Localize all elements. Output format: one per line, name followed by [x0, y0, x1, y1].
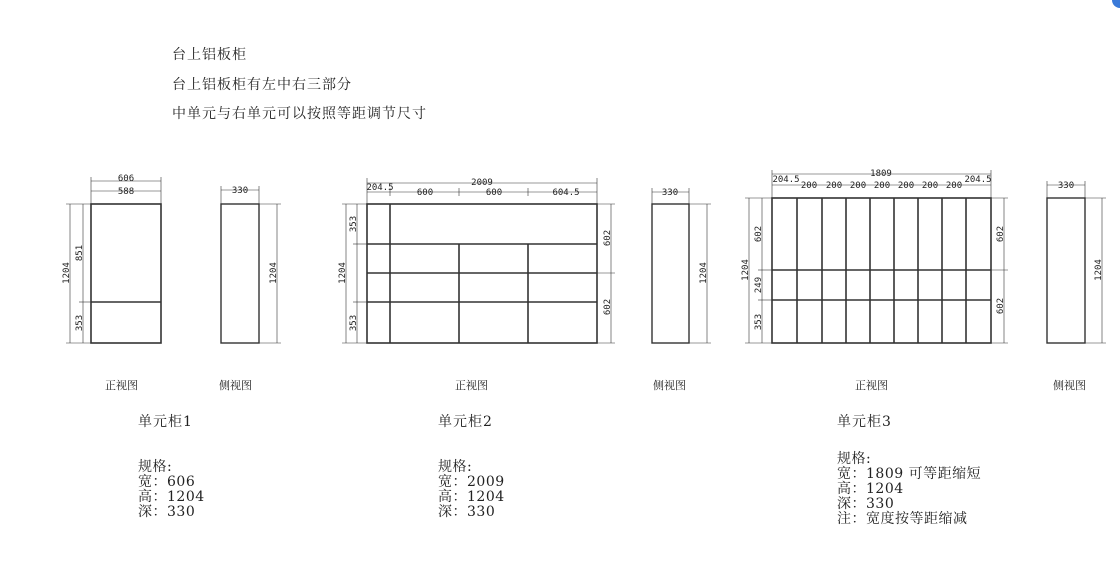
cabinet1-front-label: 正视图 [105, 379, 138, 392]
cabinet1-spec [138, 460, 205, 520]
dim-label: 330 [231, 186, 249, 196]
cabinet2-side-label: 侧视图 [653, 379, 686, 392]
cabinet2-side-view [652, 188, 711, 343]
cabinet3-side-label: 侧视图 [1053, 379, 1086, 392]
dim-label: 602 [603, 229, 613, 247]
dim-label: 353 [349, 215, 359, 233]
spec-width: 宽：2009 [438, 474, 505, 490]
dim-label: 1204 [699, 262, 709, 284]
cabinet2-front-label: 正视图 [455, 379, 488, 392]
spec-note: 注：宽度按等距缩减 [837, 511, 968, 527]
dim-label: 602 [754, 225, 764, 243]
dim-label: 602 [996, 225, 1006, 243]
dim-label: 606 [117, 174, 135, 184]
dim-label: 1204 [338, 262, 348, 284]
dim-label: 353 [754, 313, 764, 331]
dim-label: 353 [349, 314, 359, 332]
dim-label: 1204 [269, 262, 279, 284]
spec-depth: 深：330 [438, 504, 496, 520]
cabinet1-side-label: 侧视图 [219, 379, 252, 392]
cabinet2-front-view [367, 204, 597, 343]
cabinet1-side-view [221, 186, 281, 343]
cabinet3-front-label: 正视图 [855, 379, 888, 392]
spec-height: 高：1204 [138, 489, 205, 505]
cabinet3-spec [837, 452, 981, 527]
cabinet1-dimensions [62, 174, 161, 343]
dim-label: 602 [996, 297, 1006, 315]
dim-label: 1204 [1094, 259, 1104, 281]
cabinet3-side-view [1047, 181, 1106, 343]
cabinet3-front-view [772, 198, 991, 343]
dim-label: 200 [945, 181, 963, 191]
spec-heading: 规格: [837, 451, 872, 467]
cabinet1-front-view [91, 204, 161, 343]
spec-heading: 规格: [138, 459, 173, 475]
header-note: 中单元与右单元可以按照等距调节尺寸 [172, 106, 427, 122]
dim-label: 1204 [741, 259, 751, 281]
dim-label: 200 [873, 181, 891, 191]
dim-label: 1809 [870, 169, 892, 179]
header-description: 台上铝板柜有左中右三部分 [172, 77, 352, 93]
dim-label: 204.5 [772, 175, 800, 185]
dim-label: 588 [117, 187, 135, 197]
cabinet2-title: 单元柜2 [438, 414, 493, 430]
dim-label: 204.5 [366, 183, 394, 193]
dim-label: 330 [661, 188, 679, 198]
dim-label: 200 [800, 181, 818, 191]
cabinet2-spec [438, 460, 505, 520]
dim-label: 851 [75, 244, 85, 262]
header-title: 台上铝板柜 [172, 47, 247, 63]
spec-depth: 深：330 [138, 504, 196, 520]
dim-label: 604.5 [552, 188, 580, 198]
dim-label: 204.5 [964, 175, 992, 185]
dim-label: 330 [1057, 181, 1075, 191]
dim-label: 200 [825, 181, 843, 191]
dim-label: 200 [921, 181, 939, 191]
dim-label: 1204 [62, 262, 72, 284]
dim-label: 200 [897, 181, 915, 191]
dim-label: 249 [754, 276, 764, 294]
spec-width: 宽：1809 可等距缩短 [837, 466, 982, 482]
dim-label: 602 [603, 298, 613, 316]
cabinet3-title: 单元柜3 [837, 414, 892, 430]
dim-label: 2009 [471, 178, 493, 188]
dim-label: 353 [75, 314, 85, 332]
dim-label: 200 [849, 181, 867, 191]
spec-width: 宽：606 [138, 474, 196, 490]
spec-height: 高：1204 [837, 481, 904, 497]
cabinet3-dimensions [741, 169, 1008, 343]
cabinet1-title: 单元柜1 [138, 414, 193, 430]
spec-height: 高：1204 [438, 489, 505, 505]
spec-heading: 规格: [438, 459, 473, 475]
dim-label: 600 [485, 188, 503, 198]
dim-label: 600 [416, 188, 434, 198]
spec-depth: 深：330 [837, 496, 895, 512]
cabinet2-dimensions [338, 178, 615, 343]
